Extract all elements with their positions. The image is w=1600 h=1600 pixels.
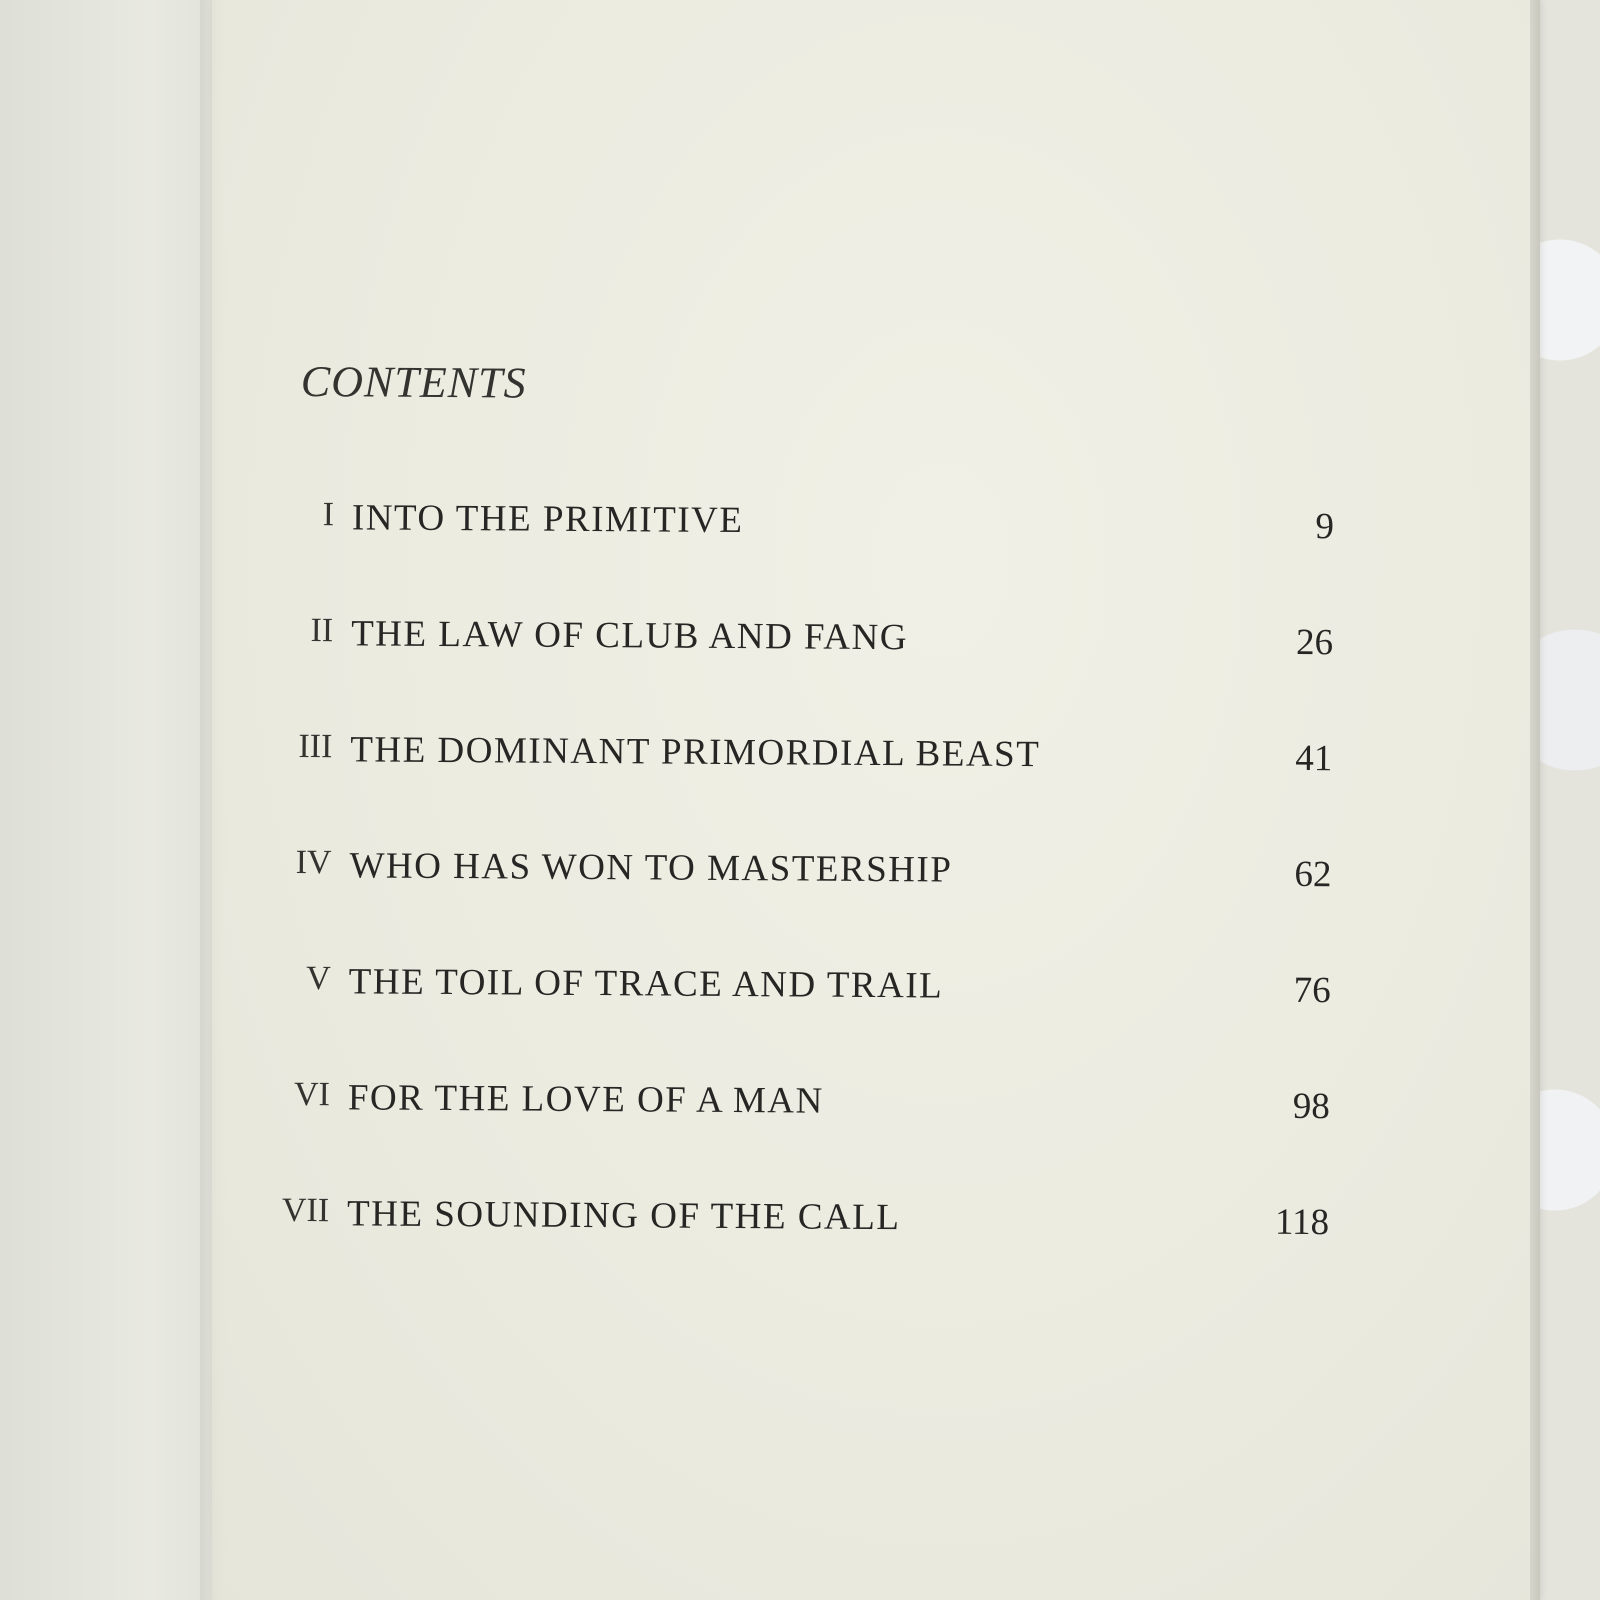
toc-list — [248, 496, 1334, 1316]
contents-page — [212, 0, 1537, 1600]
chapter-page-number: 26 — [1295, 621, 1334, 664]
chapter-page-number: 62 — [1294, 853, 1332, 896]
chapter-page-number: 118 — [1274, 1201, 1330, 1244]
chapter-title: THE TOIL OF TRACE AND TRAIL — [348, 961, 944, 1007]
chapter-title: FOR THE LOVE OF A MAN — [347, 1077, 824, 1122]
page-edge — [1530, 0, 1540, 1600]
chapter-numeral: VI — [293, 1075, 331, 1114]
left-page — [0, 0, 215, 1600]
toc-entry — [252, 728, 1333, 852]
chapter-page-number: 98 — [1292, 1085, 1331, 1128]
chapter-numeral: II — [310, 612, 334, 650]
chapter-numeral: III — [298, 727, 333, 766]
chapter-title: WHO HAS WON TO MASTERSHIP — [349, 845, 953, 891]
book-gutter — [200, 0, 226, 1600]
contents-heading: CONTENTS — [300, 356, 527, 408]
chapter-title: INTO THE PRIMITIVE — [351, 497, 744, 542]
chapter-title: THE LAW OF CLUB AND FANG — [351, 613, 909, 659]
chapter-page-number: 41 — [1295, 737, 1333, 780]
toc-entry — [250, 960, 1331, 1084]
toc-entry — [249, 1076, 1330, 1200]
chapter-title: THE SOUNDING OF THE CALL — [346, 1193, 901, 1239]
contents-block — [206, 0, 1542, 1600]
chapter-numeral: I — [322, 496, 335, 534]
chapter-numeral: V — [306, 960, 331, 998]
chapter-numeral: IV — [295, 843, 332, 882]
chapter-numeral: VII — [281, 1191, 330, 1230]
chapter-page-number: 76 — [1293, 969, 1331, 1012]
toc-entry — [251, 844, 1332, 968]
toc-entry — [252, 612, 1333, 736]
toc-entry — [253, 496, 1334, 620]
chapter-page-number: 9 — [1315, 506, 1335, 548]
chapter-title: THE DOMINANT PRIMORDIAL BEAST — [350, 729, 1041, 776]
toc-entry — [248, 1192, 1329, 1316]
